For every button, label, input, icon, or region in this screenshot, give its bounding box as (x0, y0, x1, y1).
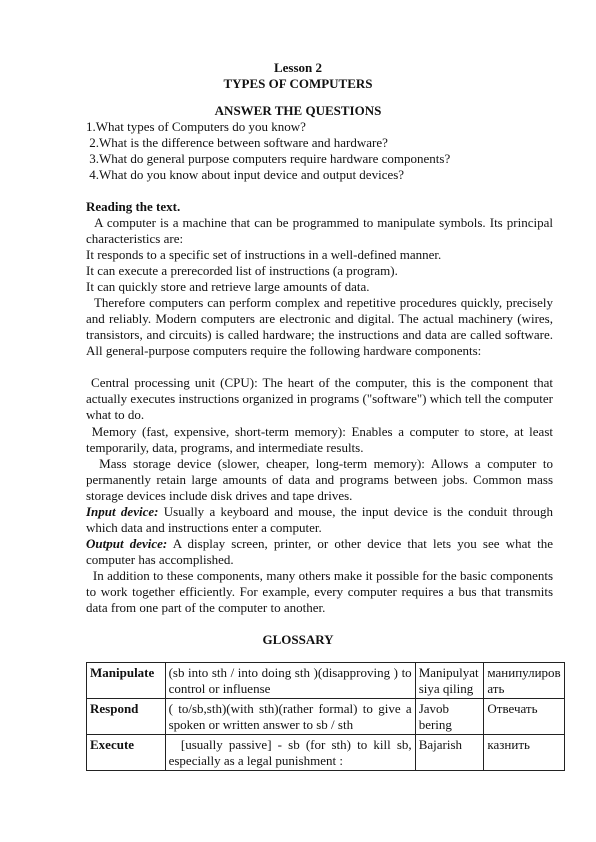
lesson-title: TYPES OF COMPUTERS (223, 76, 373, 91)
glossary-term: Manipulate (87, 663, 166, 699)
table-row (87, 663, 565, 699)
glossary-term: Respond (87, 699, 166, 735)
reading-paragraph-2: Therefore computers can perform complex and repetitive procedures quickly, precisely and reliably. Modern computers are electronic and digital. The actual machinery (wires, transistors, and circuits) is called hardware; the instructions and data are called software. All general-purpose computers require the following hardware components: (86, 295, 557, 358)
reading-paragraph-output (86, 536, 553, 568)
glossary-definition: ( to/sb,sth)(with sth)(rather formal) to give a spoken or written answer to sb / sth (165, 699, 415, 735)
question-3: 3.What do general purpose computers require hardware components? (86, 151, 451, 166)
glossary-uzbek: Javob bering (415, 699, 484, 735)
question-1: 1.What types of Computers do you know? (86, 119, 306, 134)
glossary-russian: казнить (484, 735, 565, 771)
reading-paragraph-cpu: Central processing unit (CPU): The heart of the computer, this is the component that actually executes instructions organized in programs ("software") which tell the computer what to do. (86, 375, 557, 422)
reading-line-3: It can quickly store and retrieve large amounts of data. (86, 279, 370, 294)
glossary-uzbek: Bajarish (415, 735, 484, 771)
glossary-definition: [usually passive] - sb (for sth) to kill sb, especially as a legal punishment : (165, 735, 415, 771)
input-device-label: Input device: (86, 504, 159, 519)
reading-paragraph-storage: Mass storage device (slower, cheaper, long-term memory): Allows a computer to permanently retain large amounts of data and programs between jobs. Common mass storage devices include disk drives and tape drives. (86, 456, 557, 503)
reading-paragraph-final: In addition to these components, many others make it possible for the basic components to work together efficiently. For example, every computer requires a bus that transmits data from one part of the computer to another. (86, 568, 557, 615)
glossary-table (86, 662, 565, 771)
lesson-number: Lesson 2 (273, 60, 323, 75)
questions-heading: ANSWER THE QUESTIONS (214, 103, 382, 118)
reading-paragraph-input (86, 504, 553, 536)
output-device-text: A display screen, printer, or other device that lets you see what the computer has accomplished. (86, 536, 553, 567)
glossary-russian: манипулировать (484, 663, 565, 699)
table-row (87, 699, 565, 735)
reading-paragraph-memory: Memory (fast, expensive, short-term memory): Enables a computer to store, at least temporarily, data, programs, and intermediate results. (86, 424, 557, 455)
glossary-term: Execute (87, 735, 166, 771)
question-2: 2.What is the difference between software and hardware? (86, 135, 388, 150)
glossary-heading: GLOSSARY (262, 632, 334, 647)
glossary-russian: Отвечать (484, 699, 565, 735)
glossary-uzbek: Manipulyatsiya qiling (415, 663, 484, 699)
glossary-definition: (sb into sth / into doing sth )(disapproving ) to control or influense (165, 663, 415, 699)
input-device-text: Usually a keyboard and mouse, the input device is the conduit through which data and instructions enter a computer. (86, 504, 553, 535)
reading-line-1: It responds to a specific set of instructions in a well-defined manner. (86, 247, 442, 262)
table-row (87, 735, 565, 771)
output-device-label: Output device: (86, 536, 168, 551)
reading-line-2: It can execute a prerecorded list of instructions (a program). (86, 263, 398, 278)
reading-heading: Reading the text. (86, 199, 181, 214)
question-4: 4.What do you know about input device and output devices? (86, 167, 405, 182)
reading-paragraph-1: A computer is a machine that can be programmed to manipulate symbols. Its principal characteristics are: (86, 215, 557, 246)
